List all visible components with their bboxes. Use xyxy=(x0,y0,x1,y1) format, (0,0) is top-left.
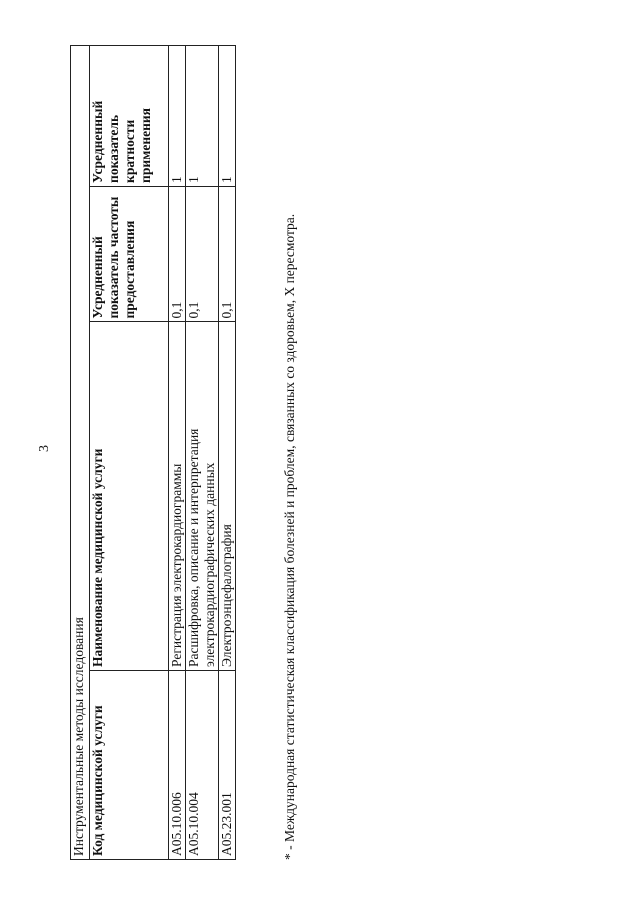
cell-frequency: 0,1 xyxy=(169,186,186,322)
header-row xyxy=(90,46,169,860)
document-body xyxy=(70,45,590,860)
cell-code: A05.10.006 xyxy=(169,670,186,859)
section-title: Инструментальные методы исследования xyxy=(71,46,90,860)
cell-multiplicity: 1 xyxy=(219,46,236,187)
cell-name: Расшифровка, описание и интерпретация электрокардиографических данных xyxy=(186,322,219,670)
table-row xyxy=(169,46,186,860)
cell-name: Электроэнцефалография xyxy=(219,322,236,670)
cell-code: A05.10.004 xyxy=(186,670,219,859)
footnote: * - Международная статистическая классификация болезней и проблем, связанных со здоровьем, X пересмотра. xyxy=(282,213,297,860)
cell-multiplicity: 1 xyxy=(169,46,186,187)
header-name: Наименование медицинской услуги xyxy=(90,322,169,670)
cell-name: Регистрация электрокардиограммы xyxy=(169,322,186,670)
cell-multiplicity: 1 xyxy=(186,46,219,187)
header-code: Код медицинской услуги xyxy=(90,670,169,859)
services-table xyxy=(70,45,236,860)
cell-code: A05.23.001 xyxy=(219,670,236,859)
header-frequency: Усредненный показатель частоты предоставления xyxy=(90,186,169,322)
table-row xyxy=(186,46,219,860)
page-number: 3 xyxy=(37,445,52,452)
table-row xyxy=(219,46,236,860)
section-row xyxy=(71,46,90,860)
header-multiplicity: Усредненный показатель кратности применения xyxy=(90,46,169,187)
cell-frequency: 0,1 xyxy=(186,186,219,322)
cell-frequency: 0,1 xyxy=(219,186,236,322)
